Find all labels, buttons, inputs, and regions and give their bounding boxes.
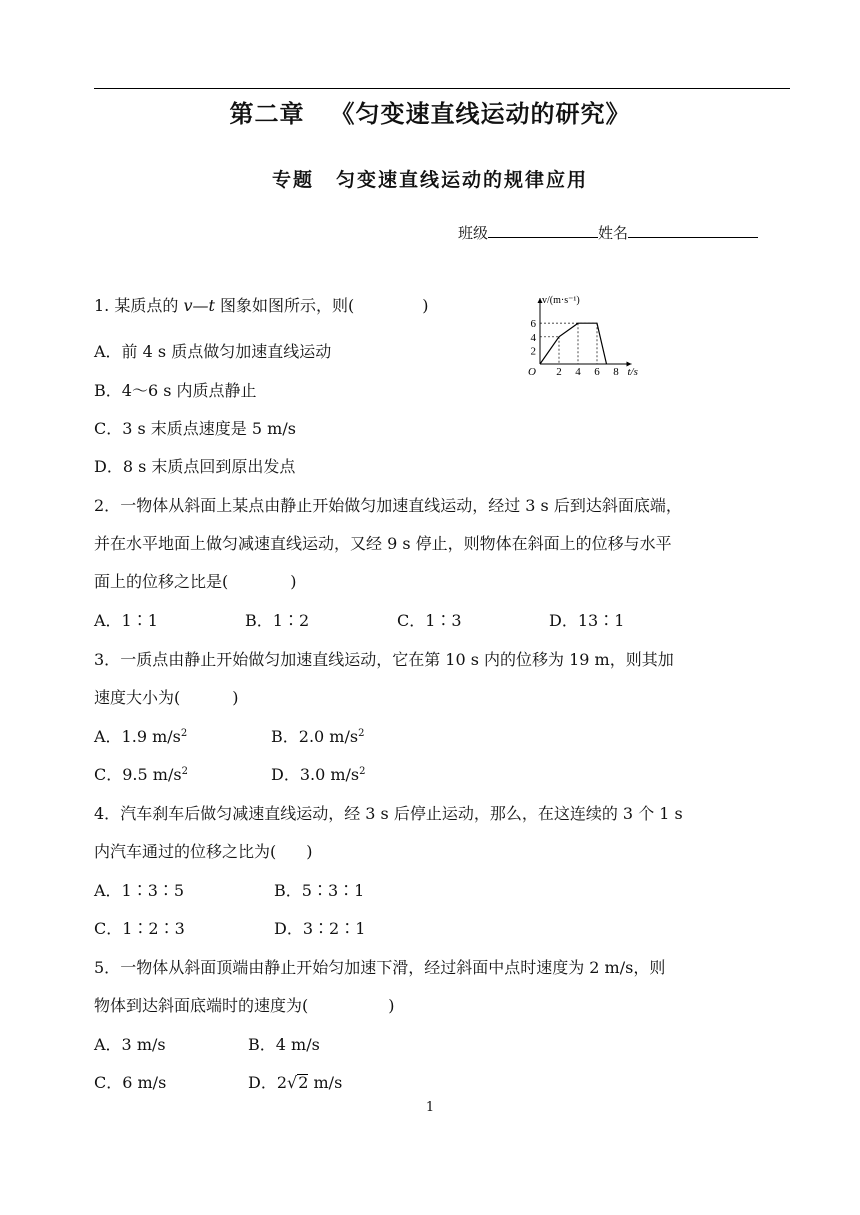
q2-option-b[interactable]: B．1∶2 (245, 611, 310, 630)
q3-option-d[interactable] (271, 765, 366, 785)
option-text: A．1.9 m/s (94, 727, 181, 746)
question-text: 一物体从斜面顶端由静止开始匀加速下滑，经过斜面中点时速度为 2 m/s，则 (120, 958, 666, 977)
sqrt-radicand: 2 (298, 1073, 309, 1092)
question-text: 汽车刹车后做匀减速直线运动，经 3 s 后停止运动，那么，在这连续的 3 个 1 s (120, 804, 683, 823)
q5-option-d[interactable] (248, 1073, 342, 1093)
q4-option-c[interactable]: C．1∶2∶3 (94, 919, 185, 938)
question-2-line-1 (94, 496, 682, 516)
chapter-name: 《匀变速直线运动的研究》 (330, 100, 631, 128)
q4-option-b[interactable]: B．5∶3∶1 (274, 881, 365, 900)
question-3-line-1 (94, 650, 674, 670)
top-rule (94, 88, 790, 89)
question-text: 面上的位移之比是( (94, 572, 229, 591)
exponent: 2 (359, 766, 366, 777)
question-4-line-2 (94, 842, 313, 862)
question-number: 5． (94, 958, 121, 977)
answer-paren-close: ) (388, 996, 395, 1015)
question-text: 内汽车通过的位移之比为( (94, 842, 277, 861)
q5-option-b[interactable]: B．4 m/s (248, 1035, 320, 1054)
x-tick-label: 6 (594, 366, 600, 378)
q2-option-c[interactable]: C．1∶3 (397, 611, 462, 630)
name-blank[interactable] (628, 223, 758, 238)
q4-option-d[interactable]: D．3∶2∶1 (274, 919, 366, 938)
q3-option-b[interactable] (271, 727, 364, 747)
series-line (540, 323, 607, 364)
q5-option-a[interactable]: A．3 m/s (94, 1035, 166, 1054)
question-5-line-2 (94, 996, 395, 1016)
subtitle-text: 匀变速直线运动的规律应用 (336, 169, 589, 191)
question-number: 4． (94, 804, 121, 823)
q1-option-c[interactable]: C．3 s 末质点速度是 5 m/s (94, 419, 296, 438)
q1-option-b[interactable]: B．4～6 s 内质点静止 (94, 381, 257, 400)
option-text: D．2 (248, 1073, 288, 1092)
q4-option-a[interactable]: A．1∶3∶5 (94, 881, 185, 900)
answer-paren-close: ) (290, 572, 297, 591)
question-4-line-1 (94, 804, 683, 824)
option-text: D．3.0 m/s (271, 765, 360, 784)
vt-chart (524, 292, 664, 382)
chart-layer (528, 295, 638, 378)
question-number: 2． (94, 496, 121, 515)
option-text: C．9.5 m/s (94, 765, 182, 784)
q5-option-c[interactable]: C．6 m/s (94, 1073, 167, 1092)
question-number: 3． (94, 650, 121, 669)
question-text: 物体到达斜面底端时的速度为( (94, 996, 309, 1015)
student-info-line (458, 222, 758, 243)
question-number: 1. (94, 296, 110, 315)
chapter-number: 第二章 (229, 100, 305, 128)
question-3-line-2 (94, 688, 239, 708)
topic-subtitle (0, 165, 860, 192)
class-label: 班级 (458, 224, 489, 242)
q2-option-d[interactable]: D．13∶1 (549, 611, 625, 630)
exponent: 2 (358, 728, 365, 739)
y-tick-label: 2 (530, 345, 536, 358)
origin-label: O (528, 366, 536, 378)
answer-paren-close: ) (306, 842, 313, 861)
q1-option-a[interactable]: A．前 4 s 质点做匀加速直线运动 (94, 342, 332, 361)
y-axis-label: v/(m·s⁻¹) (542, 295, 580, 306)
question-1-stem (94, 296, 429, 316)
question-text: 速度大小为( (94, 688, 181, 707)
q3-option-c[interactable] (94, 765, 188, 785)
y-tick-label: 4 (530, 331, 536, 344)
chapter-title (0, 94, 860, 129)
q2-option-a[interactable]: A．1∶1 (94, 611, 158, 630)
q3-option-a[interactable] (94, 727, 187, 747)
question-text: 一物体从斜面上某点由静止开始做匀加速直线运动，经过 3 s 后到达斜面底端， (120, 496, 682, 515)
question-text: 一质点由静止开始做匀加速直线运动，它在第 10 s 内的位移为 19 m，则其加 (120, 650, 674, 669)
class-blank[interactable] (488, 223, 598, 238)
x-tick-label: 4 (575, 366, 581, 378)
vt-symbol: v—t (183, 296, 215, 315)
name-label: 姓名 (598, 224, 629, 242)
exponent: 2 (181, 766, 188, 777)
y-tick-label: 6 (530, 318, 536, 331)
x-tick-label: 8 (613, 366, 619, 378)
question-text: 某质点的 (114, 296, 179, 315)
question-2-line-3 (94, 572, 297, 592)
unit-text: m/s (313, 1073, 343, 1092)
question-2-line-2: 并在水平地面上做匀减速直线运动，又经 9 s 停止，则物体在斜面上的位移与水平 (94, 534, 672, 553)
answer-paren-close: ) (232, 688, 239, 707)
option-text: B．2.0 m/s (271, 727, 359, 746)
x-axis-label: t/s (627, 366, 638, 378)
question-5-line-1 (94, 958, 665, 978)
x-tick-label: 2 (556, 366, 562, 378)
sqrt-sign: √ (287, 1073, 298, 1092)
answer-paren-close: ) (422, 296, 429, 315)
page-number: 1 (425, 1100, 435, 1115)
question-text: 图象如图所示，则( (220, 296, 355, 315)
q1-option-d[interactable]: D．8 s 末质点回到原出发点 (94, 457, 296, 476)
exponent: 2 (180, 728, 188, 739)
subtitle-label: 专题 (271, 169, 314, 191)
